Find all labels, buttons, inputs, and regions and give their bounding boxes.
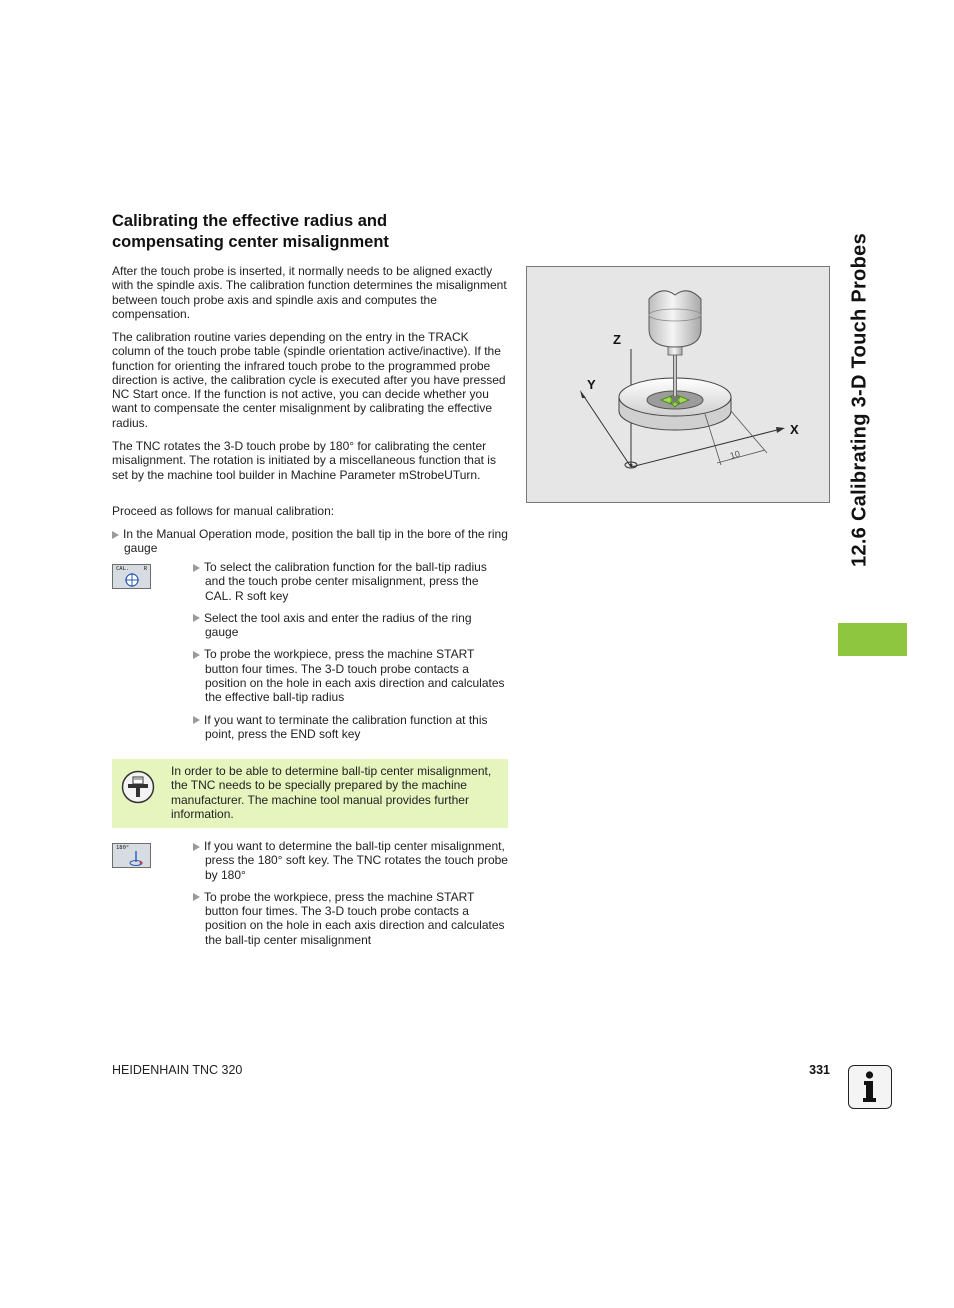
chapter-title-vertical: [826, 200, 894, 600]
axis-z-label: Z: [613, 332, 621, 347]
footer-product: HEIDENHAIN TNC 320: [112, 1063, 243, 1077]
section-heading: Calibrating the effective radius and compensating center misalignment: [112, 212, 389, 251]
paragraph-alignment: After the touch probe is inserted, it normally needs to be aligned exactly with the spindle axis. The calibration function determines the misalignment between touch probe axis and spindle axis and computes the compensation.: [112, 264, 507, 321]
bullet-arrow-icon: [193, 564, 200, 572]
rotate-probe-icon: [127, 850, 145, 868]
crosshair-icon: [124, 572, 140, 588]
cal-r-softkey[interactable]: [112, 564, 151, 589]
bullet-arrow-icon: [193, 614, 200, 622]
list-item: To probe the workpiece, press the machine START button four times. The 3-D touch probe contacts a position on the hole in each axis direction and calculates the ball-tip center misalignment: [193, 890, 508, 947]
chapter-title-text: 12.6 Calibrating 3-D Touch Probes: [848, 232, 871, 568]
machine-note-icon: [121, 770, 155, 804]
list-item: Select the tool axis and enter the radius of the ring gauge: [193, 611, 508, 640]
chapter-tab-marker: [838, 623, 907, 656]
axis-y-label: Y: [587, 377, 596, 392]
rot-step-list: [193, 839, 508, 947]
info-icon: [848, 1065, 892, 1109]
step-text: In the Manual Operation mode, position the ball tip in the bore of the ring gauge: [123, 527, 508, 556]
list-item: If you want to terminate the calibration function at this point, press the END soft key: [193, 713, 508, 742]
bullet-arrow-icon: [112, 531, 119, 539]
rotate-180-softkey[interactable]: [112, 843, 151, 868]
page-number: 331: [809, 1063, 830, 1077]
cal-step-list: [193, 560, 508, 741]
paragraph-track: The calibration routine varies depending on the entry in the TRACK column of the touch probe table (spindle orientation active/inactive). If the function for orienting the infrared touch probe to the programmed probe direction is active, the calibration cycle is executed after you have pressed NC Start once. If the function is not active, you can decide whether you want to compensate the center misalignment by calibrating the effective radius.: [112, 330, 506, 430]
note-text: In order to be able to determine ball-tip center misalignment, the TNC needs to be specially prepared by the machine manufacturer. The machine tool manual provides further information.: [171, 764, 492, 821]
calibration-figure: [526, 266, 830, 503]
bullet-arrow-icon: [193, 843, 200, 851]
list-item: To probe the workpiece, press the machine START button four times. The 3-D touch probe contacts a position on the hole in each axis direction and calculates the effective ball-tip radius: [193, 647, 508, 704]
bullet-arrow-icon: [193, 651, 200, 659]
dimension-label: 10: [728, 448, 742, 461]
bullet-arrow-icon: [193, 716, 200, 724]
bullet-arrow-icon: [193, 893, 200, 901]
softkey-label-r: R: [143, 566, 147, 572]
list-item: If you want to determine the ball-tip center misalignment, press the 180° soft key. The TNC rotates the touch probe by 180°: [193, 839, 508, 882]
softkey-label-180: 180°: [116, 845, 130, 851]
paragraph-proceed: Proceed as follows for manual calibration:: [112, 504, 335, 518]
list-item: To select the calibration function for the ball-tip radius and the touch probe center misalignment, press the CAL. R soft key: [193, 560, 508, 603]
step-position-ball-tip: [112, 527, 508, 556]
touch-probe-illustration: [527, 267, 829, 502]
softkey-label-cal: CAL.: [116, 566, 130, 572]
note-box: [112, 759, 508, 828]
axis-x-label: X: [790, 422, 799, 437]
paragraph-rotation: The TNC rotates the 3-D touch probe by 180° for calibrating the center misalignment. The rotation is initiated by a miscellaneous function that is set by the machine tool builder in Machine Parameter mStrobeUTurn.: [112, 439, 496, 482]
